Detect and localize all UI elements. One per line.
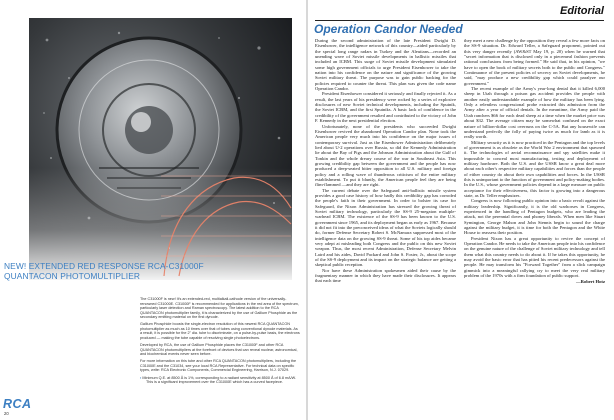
editorial-byline: —Robert Hotz	[576, 278, 605, 284]
photomultiplier-photo	[29, 18, 292, 280]
editorial-paragraph: President Nixon has a great opportunity to revive the concept of Operation Candor. He needs to take the American people into his confidence on the genuine nature of the challenge of Soviet military technology and tell them what this country needs to do about it. If he takes this opportunity, he may avoid the basic error that has pitted his recent predecessors against the people. He may transform his "Forward Together" from a slick campaign gimmick into a meaningful rallying cry to meet the very real military problem of the 1970s with a firm foundation of public support.	[464, 235, 605, 279]
heading-rule	[315, 20, 604, 21]
editorial-paragraph: The current debate over the Safeguard anti-ballistic missile system provides a good case history of how badly this credibility gap has corroded the people's faith in their government. In order to bolster its case for Safeguard, the Nixon Administration has stressed the growing threat of Soviet military technology, particularly the SS-9 25-megaton multiple-warhead ICBM. The existence of the SS-9 has been known to the U.S. government since 1965, and its deployment began as early as 1967. Because it did not fit into the preconceived ideas of what the Soviets logically should do, former Defense Secretary Robert S. McNamara suppressed most of the intelligence data on the growing SS-9 threat. Some of his top aides became very adept at misleading both Congress and the public on this new Soviet weapon. Thus, the most recent Administration, Defense Secretary Melvin Laird and his aides, David Packard and John S. Foster, Jr., about the scope of the SS-9 deployment and its impact on the strategic balance are getting a skeptical public reception.	[315, 187, 456, 268]
editorial-paragraph: During the second administration of the late President Dwight D. Eisenhower, the intelligence network of this country—aided particularly by the special long range radars in Turkey and the Aleutians—recorded an unending wave of Soviet missile developments in ballistic missiles that included an ICBM. This surge of Soviet missile development stimulated some high government officials to urge President Eisenhower to take the nation into his confidence on the nature and significance of the growing Soviet military threat. The purpose was to gain public backing for the policies required to counter the threat. This plan was given the code name Operation Candor.	[315, 38, 456, 92]
editorial-paragraph: they meet a new challenge by the opposition they reveal a few more facts on the SS-9 situation. Dr. Edward Teller, a Safeguard proponent, pointed out this very danger recently (AW&ST May 19, p. 20) when he warned that "secret information that is disclosed only in a piecemeal fashion prevents rational conclusions from being formed." He said that, in his opinion, "we have to open the book of military secrets both to the public and Congress." Continuance of the present policies of secrecy on Soviet developments, he said, "may produce a new credibility gap which could paralyze our government."	[464, 38, 605, 86]
ad-bullet-note: ▪ Minimum Q.E. at 8500 Å is 1%, corresponding to a radiant sensitivity at 8500 Å of 6.8 mA/W. This is a significant improvement over the C31000E which has a curved facepiece.	[140, 376, 300, 385]
ad-body-copy	[140, 297, 300, 387]
editorial-paragraph: President Eisenhower considered it seriously and finally rejected it. As a result, the last years of his presidency were rocked by a series of explosive disclosures of new Soviet technical developments, including the Sputnik, the Soviet ICBM, and the first Sputniks. A basic lack of confidence in the credibility of the government resulted and contributed to the victory of John F. Kennedy in the next presidential election.	[315, 91, 456, 124]
ad-paragraph: Developed by RCA, the use of Gallium Phosphide places the C31000F and other RCA QUANTACON photomultipliers at the forefront of devices that can reveal nuclear, astronomical, and biochemical events never seen before.	[140, 343, 298, 357]
ad-headline-line-1: NEW! EXTENDED RED RESPONSE RCA-C31000F	[4, 261, 204, 271]
editorial-paragraph: Military security as it is now practiced in the Pentagon and the top levels of government is as obsolete as the World War 2 environment that spawned it. The technologies of aerial reconnaissance and spy satellites make it impossible to conceal most manufacturing, testing and deployment of military hardware. Both the U.S. and the USSR know a great deal more about each other's respective military capabilities and forces than the people of either country do about their own capabilities and forces. In the USSR this is unimportant to the function of government and policy-making bodies. In the U.S., whose government policies depend in a large measure on public acceptance for their effectiveness, this factor is growing into a dangerous state, as Dr. Teller emphasizes.	[464, 139, 605, 198]
editorial-paragraph: Nor have these Administration spokesmen aided their cause by the fragmentary manner in which they have made their disclosures. It appears that each time	[315, 267, 456, 284]
editorial-paragraph: The recent example of the Army's year-long denial that it killed 6,000 sheep in Utah through a poison gas accident provides the people with another easily understandable example of how the military has been lying. Only a relentless congressional probe extracted this admission from the Army after a year of official denials. In the meantime, the Army paid the Utah ranchers $66 for each dead sheep at a time when the market price was about $32. The average citizen may be somewhat confused on the exact nature of billion-dollar cost overruns on the C-5A. But any housewife can understand perfectly the folly of paying twice as much for lamb as it is really worth.	[464, 86, 605, 140]
ad-paragraph: The C31000F is new! It's an extended-red, multialkali-cathode version of the universally-renowned C31000E. C31000F is recommended for applications in the red area of the spectrum, particularly laser detection and Raman spectroscopy. The latest addition to the RCA QUANTACON photomultiplier family, it is characterized by the use of Gallium Phosphide as the secondary emitting material on the first dynode.	[140, 297, 299, 320]
section-heading: Editorial	[559, 5, 604, 17]
editorial-title: Operation Candor Needed	[314, 22, 463, 36]
editorial-paragraph: Congress is now following public opinion into a basic revolt against the military leadership. Significantly, it is the old warhorses in Congress, experienced in the handling of Pentagon budgets, who are leading the attack, not the perennial doves and phoney liberals. When men like Stuart Symington, George Mahon and John Stennis begin to sound the charge against the military budget, it is time for both the Pentagon and the White House to reassess their position.	[464, 198, 605, 236]
editorial-column-1	[315, 38, 456, 414]
rca-logo: RCA	[3, 397, 32, 411]
editorial-column-2	[464, 38, 605, 414]
ad-paragraph: For more information on this tube and other RCA QUANTACON photomultipliers, including the C31000E and the C31034, see your local RCA Representative. For technical data on specific types, write: RCA Electronic Components, Commercial Engineering, Harrison, N.J. 07029.	[140, 359, 297, 373]
ad-headline-line-2: QUANTACON PHOTOMULTIPLIER	[4, 270, 141, 281]
editorial-page	[308, 0, 614, 420]
ad-paragraph: Gallium Phosphide boosts the single-electron resolution of this newest RCA QUANTACON photomultiplier as much as 10 times over that of tubes using conventional dynode materials. As a result, it is possible for the 2" dia. tube to discriminate, on a pulse-by-pulse basis, the electrons produced — making the tube capable of resolving single photoelectrons.	[140, 322, 300, 340]
page-number: 20	[4, 411, 9, 416]
ad-headline	[4, 262, 204, 281]
editorial-paragraph: Unfortunately, none of the presidents who succeeded Dwight Eisenhower revived the abandoned Operation Candor plan. None took the American people very much into his confidence on the major issues of contemporary survival. Just as the Eisenhower Administration deliberately lied about U-2 operations over Russia, so did the Kennedy Administration lie about the Bay of Pigs and the Johnson Administration about the Gulf of Tonkin and the whole dreary course of the war in Southeast Asia. This growing credibility gap between the government and the people has now produced a deep-seated bitter opposition to all U.S. military and foreign policy and a rolling wave of thunderous criticism of the entire military establishment. To put it bluntly, the American people feel they are being flim-flammed —and they are right.	[315, 123, 456, 188]
